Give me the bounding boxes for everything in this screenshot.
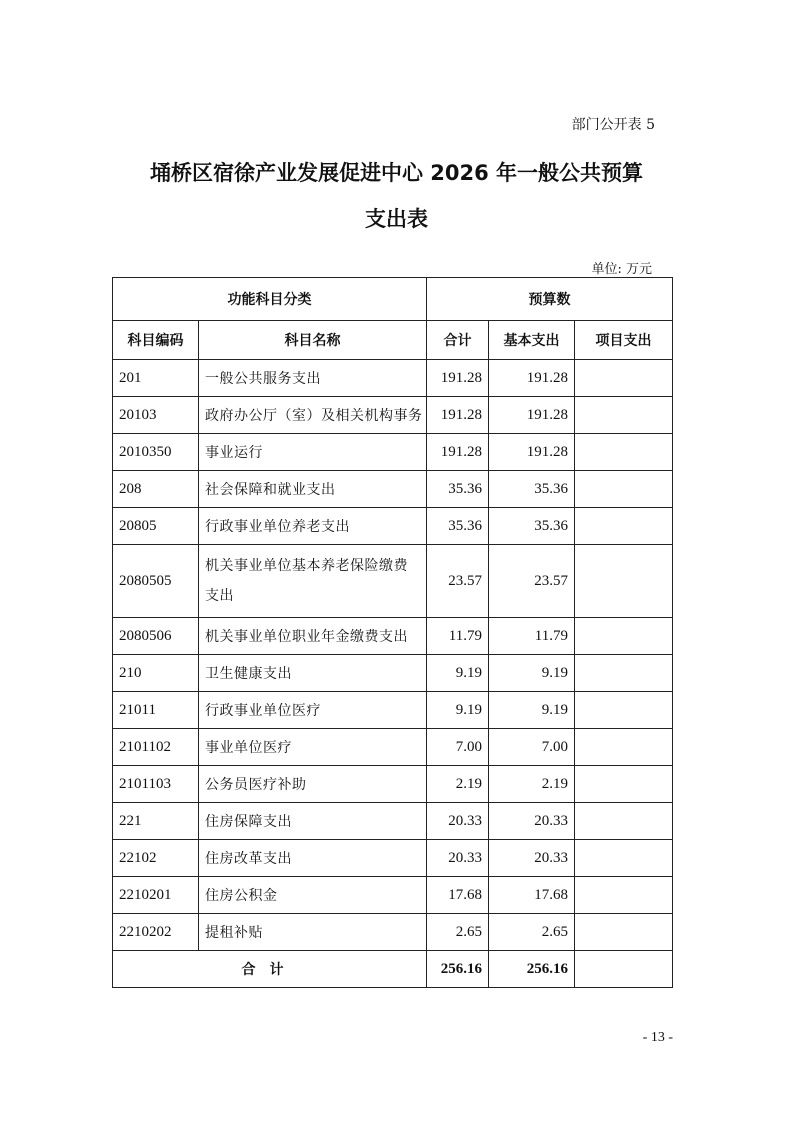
project-expenditure-cell <box>575 877 673 914</box>
total-cell: 23.57 <box>427 545 489 618</box>
subject-name-cell: 机关事业单位基本养老保险缴费支出 <box>199 545 427 618</box>
subject-name-cell: 机关事业单位职业年金缴费支出 <box>199 618 427 655</box>
basic-expenditure-cell: 35.36 <box>489 471 575 508</box>
table-row <box>113 914 673 951</box>
subject-name-cell: 一般公共服务支出 <box>199 360 427 397</box>
header-basic-expenditure: 基本支出 <box>489 321 575 360</box>
table-row <box>113 877 673 914</box>
total-cell: 191.28 <box>427 397 489 434</box>
header-functional-classification: 功能科目分类 <box>113 278 427 321</box>
subject-name-cell: 社会保障和就业支出 <box>199 471 427 508</box>
basic-expenditure-cell: 35.36 <box>489 508 575 545</box>
subject-name-cell: 住房公积金 <box>199 877 427 914</box>
subject-name-cell: 提租补贴 <box>199 914 427 951</box>
basic-expenditure-cell: 23.57 <box>489 545 575 618</box>
table-row <box>113 803 673 840</box>
total-cell: 35.36 <box>427 471 489 508</box>
subject-name-cell: 住房保障支出 <box>199 803 427 840</box>
basic-expenditure-cell: 2.65 <box>489 914 575 951</box>
subject-name-cell: 事业运行 <box>199 434 427 471</box>
total-basic: 256.16 <box>489 951 575 988</box>
subject-code-cell: 2080506 <box>113 618 199 655</box>
subject-name-cell: 住房改革支出 <box>199 840 427 877</box>
total-label: 合计 <box>113 951 427 988</box>
total-cell: 2.19 <box>427 766 489 803</box>
total-cell: 191.28 <box>427 434 489 471</box>
total-cell: 11.79 <box>427 618 489 655</box>
table-row <box>113 655 673 692</box>
header-budget-amount: 预算数 <box>427 278 673 321</box>
page-number: - 13 - <box>642 1030 673 1045</box>
total-cell: 7.00 <box>427 729 489 766</box>
header-project-expenditure: 项目支出 <box>575 321 673 360</box>
subject-code-cell: 2210202 <box>113 914 199 951</box>
total-sum: 256.16 <box>427 951 489 988</box>
project-expenditure-cell <box>575 840 673 877</box>
project-expenditure-cell <box>575 360 673 397</box>
subject-code-cell: 2010350 <box>113 434 199 471</box>
basic-expenditure-cell: 20.33 <box>489 840 575 877</box>
subject-code-cell: 22102 <box>113 840 199 877</box>
table-row <box>113 508 673 545</box>
basic-expenditure-cell: 11.79 <box>489 618 575 655</box>
basic-expenditure-cell: 20.33 <box>489 803 575 840</box>
basic-expenditure-cell: 7.00 <box>489 729 575 766</box>
project-expenditure-cell <box>575 914 673 951</box>
project-expenditure-cell <box>575 729 673 766</box>
subject-code-cell: 2080505 <box>113 545 199 618</box>
basic-expenditure-cell: 9.19 <box>489 692 575 729</box>
project-expenditure-cell <box>575 397 673 434</box>
total-cell: 20.33 <box>427 840 489 877</box>
total-cell: 191.28 <box>427 360 489 397</box>
total-cell: 9.19 <box>427 655 489 692</box>
form-number: 部门公开表 5 <box>571 117 655 133</box>
subject-name-cell: 公务员医疗补助 <box>199 766 427 803</box>
total-cell: 17.68 <box>427 877 489 914</box>
total-cell: 20.33 <box>427 803 489 840</box>
subject-name-cell: 行政事业单位养老支出 <box>199 508 427 545</box>
project-expenditure-cell <box>575 655 673 692</box>
subject-name-cell: 政府办公厅（室）及相关机构事务 <box>199 397 427 434</box>
budget-table <box>112 277 673 988</box>
table-row <box>113 692 673 729</box>
project-expenditure-cell <box>575 434 673 471</box>
header-subject-name: 科目名称 <box>199 321 427 360</box>
basic-expenditure-cell: 191.28 <box>489 397 575 434</box>
basic-expenditure-cell: 2.19 <box>489 766 575 803</box>
project-expenditure-cell <box>575 803 673 840</box>
basic-expenditure-cell: 191.28 <box>489 360 575 397</box>
subject-code-cell: 208 <box>113 471 199 508</box>
table-row <box>113 545 673 618</box>
project-expenditure-cell <box>575 545 673 618</box>
total-row <box>113 951 673 988</box>
subject-name-cell: 行政事业单位医疗 <box>199 692 427 729</box>
table-row <box>113 618 673 655</box>
document-title: 埇桥区宿徐产业发展促进中心 2026 年一般公共预算 <box>149 161 644 185</box>
project-expenditure-cell <box>575 766 673 803</box>
project-expenditure-cell <box>575 618 673 655</box>
project-expenditure-cell <box>575 508 673 545</box>
total-project <box>575 951 673 988</box>
table-row <box>113 840 673 877</box>
table-row <box>113 729 673 766</box>
subject-name-cell: 卫生健康支出 <box>199 655 427 692</box>
subject-code-cell: 210 <box>113 655 199 692</box>
basic-expenditure-cell: 9.19 <box>489 655 575 692</box>
total-cell: 35.36 <box>427 508 489 545</box>
basic-expenditure-cell: 17.68 <box>489 877 575 914</box>
project-expenditure-cell <box>575 471 673 508</box>
total-cell: 2.65 <box>427 914 489 951</box>
basic-expenditure-cell: 191.28 <box>489 434 575 471</box>
subject-code-cell: 20805 <box>113 508 199 545</box>
subject-code-cell: 221 <box>113 803 199 840</box>
table-row <box>113 434 673 471</box>
table-row <box>113 360 673 397</box>
table-row <box>113 397 673 434</box>
table-body <box>113 360 673 951</box>
subject-code-cell: 20103 <box>113 397 199 434</box>
table-row <box>113 471 673 508</box>
subject-code-cell: 2101102 <box>113 729 199 766</box>
header-total: 合计 <box>427 321 489 360</box>
subject-code-cell: 21011 <box>113 692 199 729</box>
table-row <box>113 766 673 803</box>
project-expenditure-cell <box>575 692 673 729</box>
subject-code-cell: 2101103 <box>113 766 199 803</box>
subject-code-cell: 201 <box>113 360 199 397</box>
unit-label: 单位: 万元 <box>591 262 652 277</box>
header-subject-code: 科目编码 <box>113 321 199 360</box>
subject-code-cell: 2210201 <box>113 877 199 914</box>
subject-name-cell: 事业单位医疗 <box>199 729 427 766</box>
total-cell: 9.19 <box>427 692 489 729</box>
document-title-line2: 支出表 <box>365 207 428 231</box>
